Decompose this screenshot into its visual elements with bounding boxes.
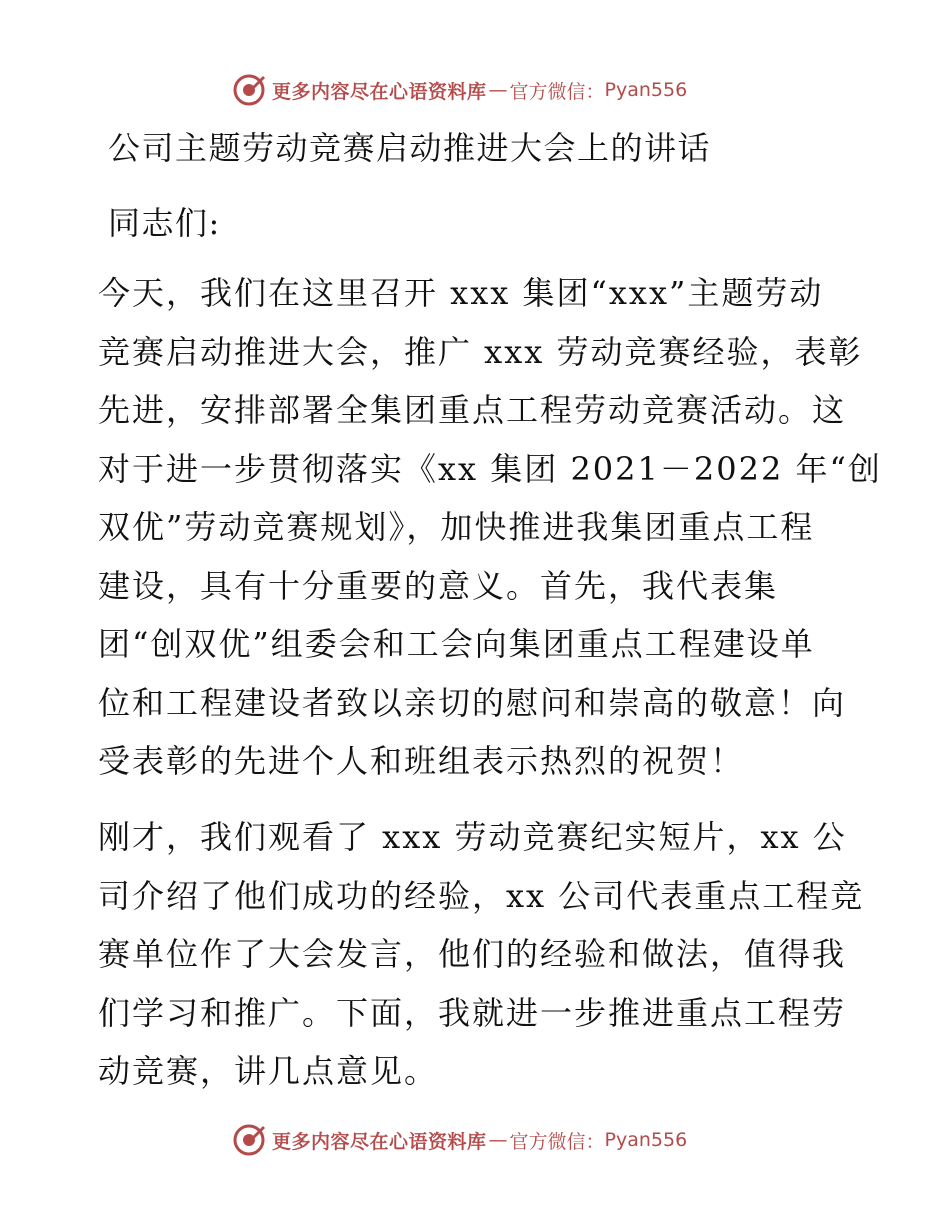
paragraph-2 <box>98 808 865 1101</box>
paragraph-line: 团“创双优”组委会和工会向集团重点工程建设单 <box>98 625 815 663</box>
footer-watermark <box>232 1120 687 1160</box>
paragraph-line: 位和工程建设者致以亲切的慰问和崇高的敬意！向 <box>98 683 847 722</box>
paragraph-line: 动竞赛，讲几点意见。 <box>98 1052 439 1090</box>
watermark-sub-text: 官方微信： <box>509 80 605 103</box>
paragraph-line: 受表彰的先进个人和班组表示热烈的祝贺！ <box>98 742 745 780</box>
brand-logo-icon <box>232 73 266 107</box>
watermark-main-text: 更多内容尽在心语资料库 <box>272 1130 487 1153</box>
paragraph-line: 对于进一步贯彻落实《xx 集团 2021－2022 年“创 <box>98 449 882 488</box>
paragraph-line: 竞赛启动推进大会，推广 xxx 劳动竞赛经验，表彰 <box>98 332 863 371</box>
paragraph-line: 赛单位作了大会发言，他们的经验和做法，值得我 <box>98 935 847 973</box>
paragraph-1 <box>98 264 882 791</box>
watermark-main-text: 更多内容尽在心语资料库 <box>272 80 487 103</box>
paragraph-line: 先进，安排部署全集团重点工程劳动竞赛活动。这 <box>98 391 847 429</box>
watermark-sub-text: 官方微信： <box>509 1130 605 1153</box>
paragraph-line: 刚才，我们观看了 xxx 劳动竞赛纪实短片，xx 公 <box>98 818 847 856</box>
paragraph-line: 双优”劳动竞赛规划》，加快推进我集团重点工程 <box>98 508 815 546</box>
brand-logo-icon <box>232 1123 266 1157</box>
paragraph-line: 司介绍了他们成功的经验，xx 公司代表重点工程竞 <box>98 876 865 915</box>
watermark-separator: — <box>488 1129 508 1151</box>
header-watermark <box>232 70 687 110</box>
paragraph-line: 今天，我们在这里召开 xxx 集团“xxx”主题劳动 <box>98 274 824 312</box>
watermark-id-text: Pyan556 <box>604 79 688 101</box>
document-title: 公司主题劳动竞赛启动推进大会上的讲话 <box>108 129 712 167</box>
watermark-separator: — <box>488 79 508 101</box>
paragraph-line: 建设，具有十分重要的意义。首先，我代表集 <box>98 566 779 605</box>
watermark-id-text: Pyan556 <box>604 1129 688 1151</box>
document-salutation: 同志们: <box>108 204 221 242</box>
paragraph-line: 们学习和推广。下面，我就进一步推进重点工程劳 <box>98 993 847 1032</box>
